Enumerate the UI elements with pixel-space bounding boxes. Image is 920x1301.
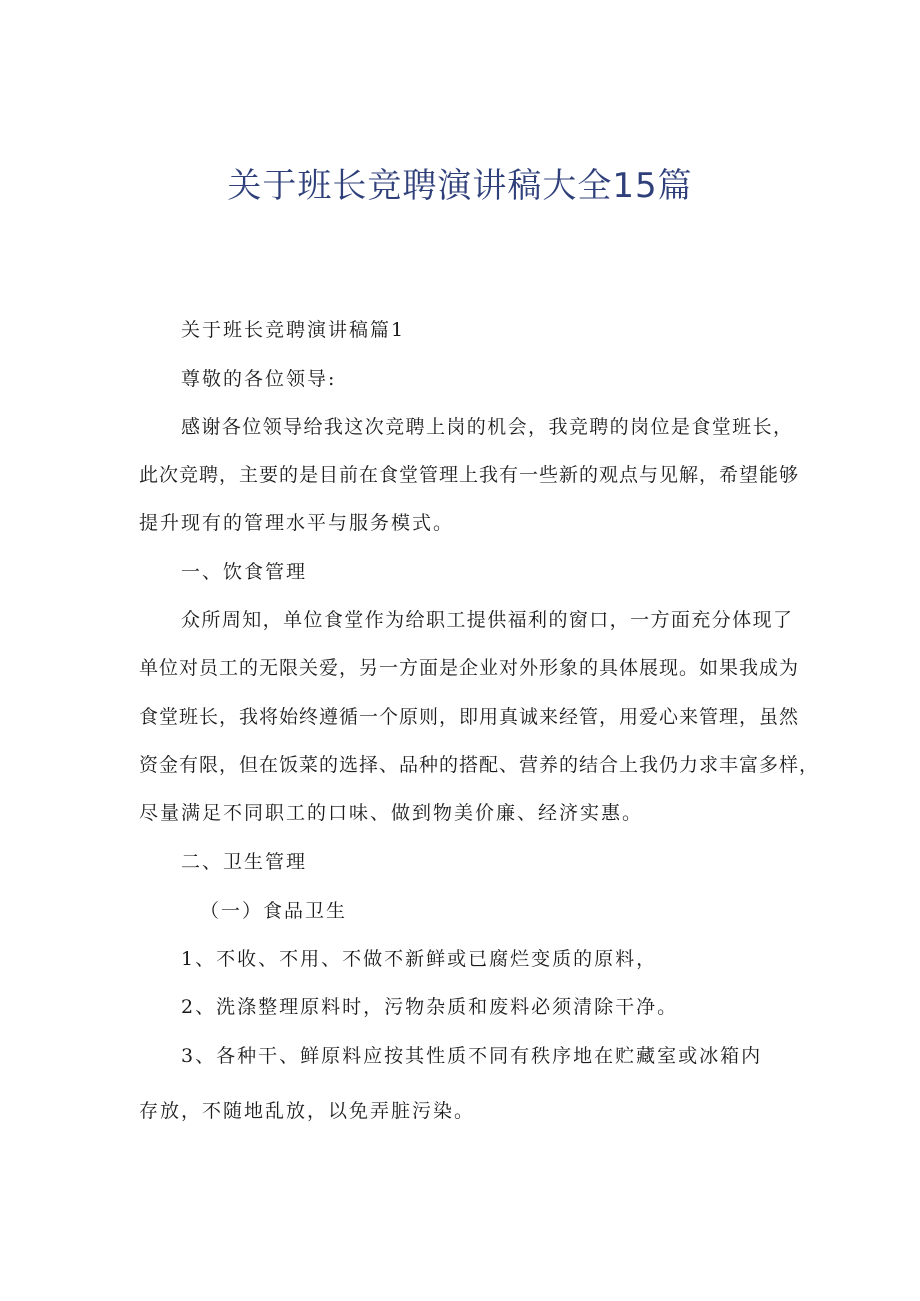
paragraph-line: 单位对员工的无限关爱，另一方面是企业对外形象的具体展现。如果我成为 — [139, 657, 800, 679]
list-item: 1、不收、不用、不做不新鲜或已腐烂变质的原料， — [181, 948, 658, 970]
paragraph-line: 感谢各位领导给我这次竞聘上岗的机会，我竞聘的岗位是食堂班长， — [181, 416, 793, 438]
heading-hygiene-management: 二、卫生管理 — [181, 851, 308, 873]
document-title: 关于班长竞聘演讲稿大全15篇 — [227, 166, 693, 206]
subheading-food-hygiene: （一）食品卫生 — [200, 900, 348, 922]
list-item-continuation: 存放，不随地乱放，以免弄脏污染。 — [139, 1100, 476, 1122]
list-item: 3、各种干、鲜原料应按其性质不同有秩序地在贮藏室或冰箱内 — [181, 1045, 763, 1067]
paragraph-line: 尽量满足不同职工的口味、做到物美价廉、经济实惠。 — [139, 802, 644, 824]
paragraph-line: 此次竞聘，主要的是目前在食堂管理上我有一些新的观点与见解，希望能够 — [139, 464, 800, 486]
salutation: 尊敬的各位领导: — [181, 368, 337, 390]
paragraph-line: 资金有限，但在饭菜的选择、品种的搭配、营养的结合上我仍力求丰富多样， — [139, 754, 820, 776]
section-heading: 关于班长竞聘演讲稿篇1 — [181, 319, 406, 341]
heading-diet-management: 一、饮食管理 — [181, 561, 308, 583]
list-item: 2、洗涤整理原料时，污物杂质和废料必须清除干净。 — [181, 996, 679, 1018]
paragraph-line: 提升现有的管理水平与服务模式。 — [139, 512, 455, 534]
paragraph-line: 众所周知，单位食堂作为给职工提供福利的窗口，一方面充分体现了 — [181, 609, 793, 631]
paragraph-line: 食堂班长，我将始终遵循一个原则，即用真诚来经管，用爱心来管理，虽然 — [139, 706, 800, 728]
